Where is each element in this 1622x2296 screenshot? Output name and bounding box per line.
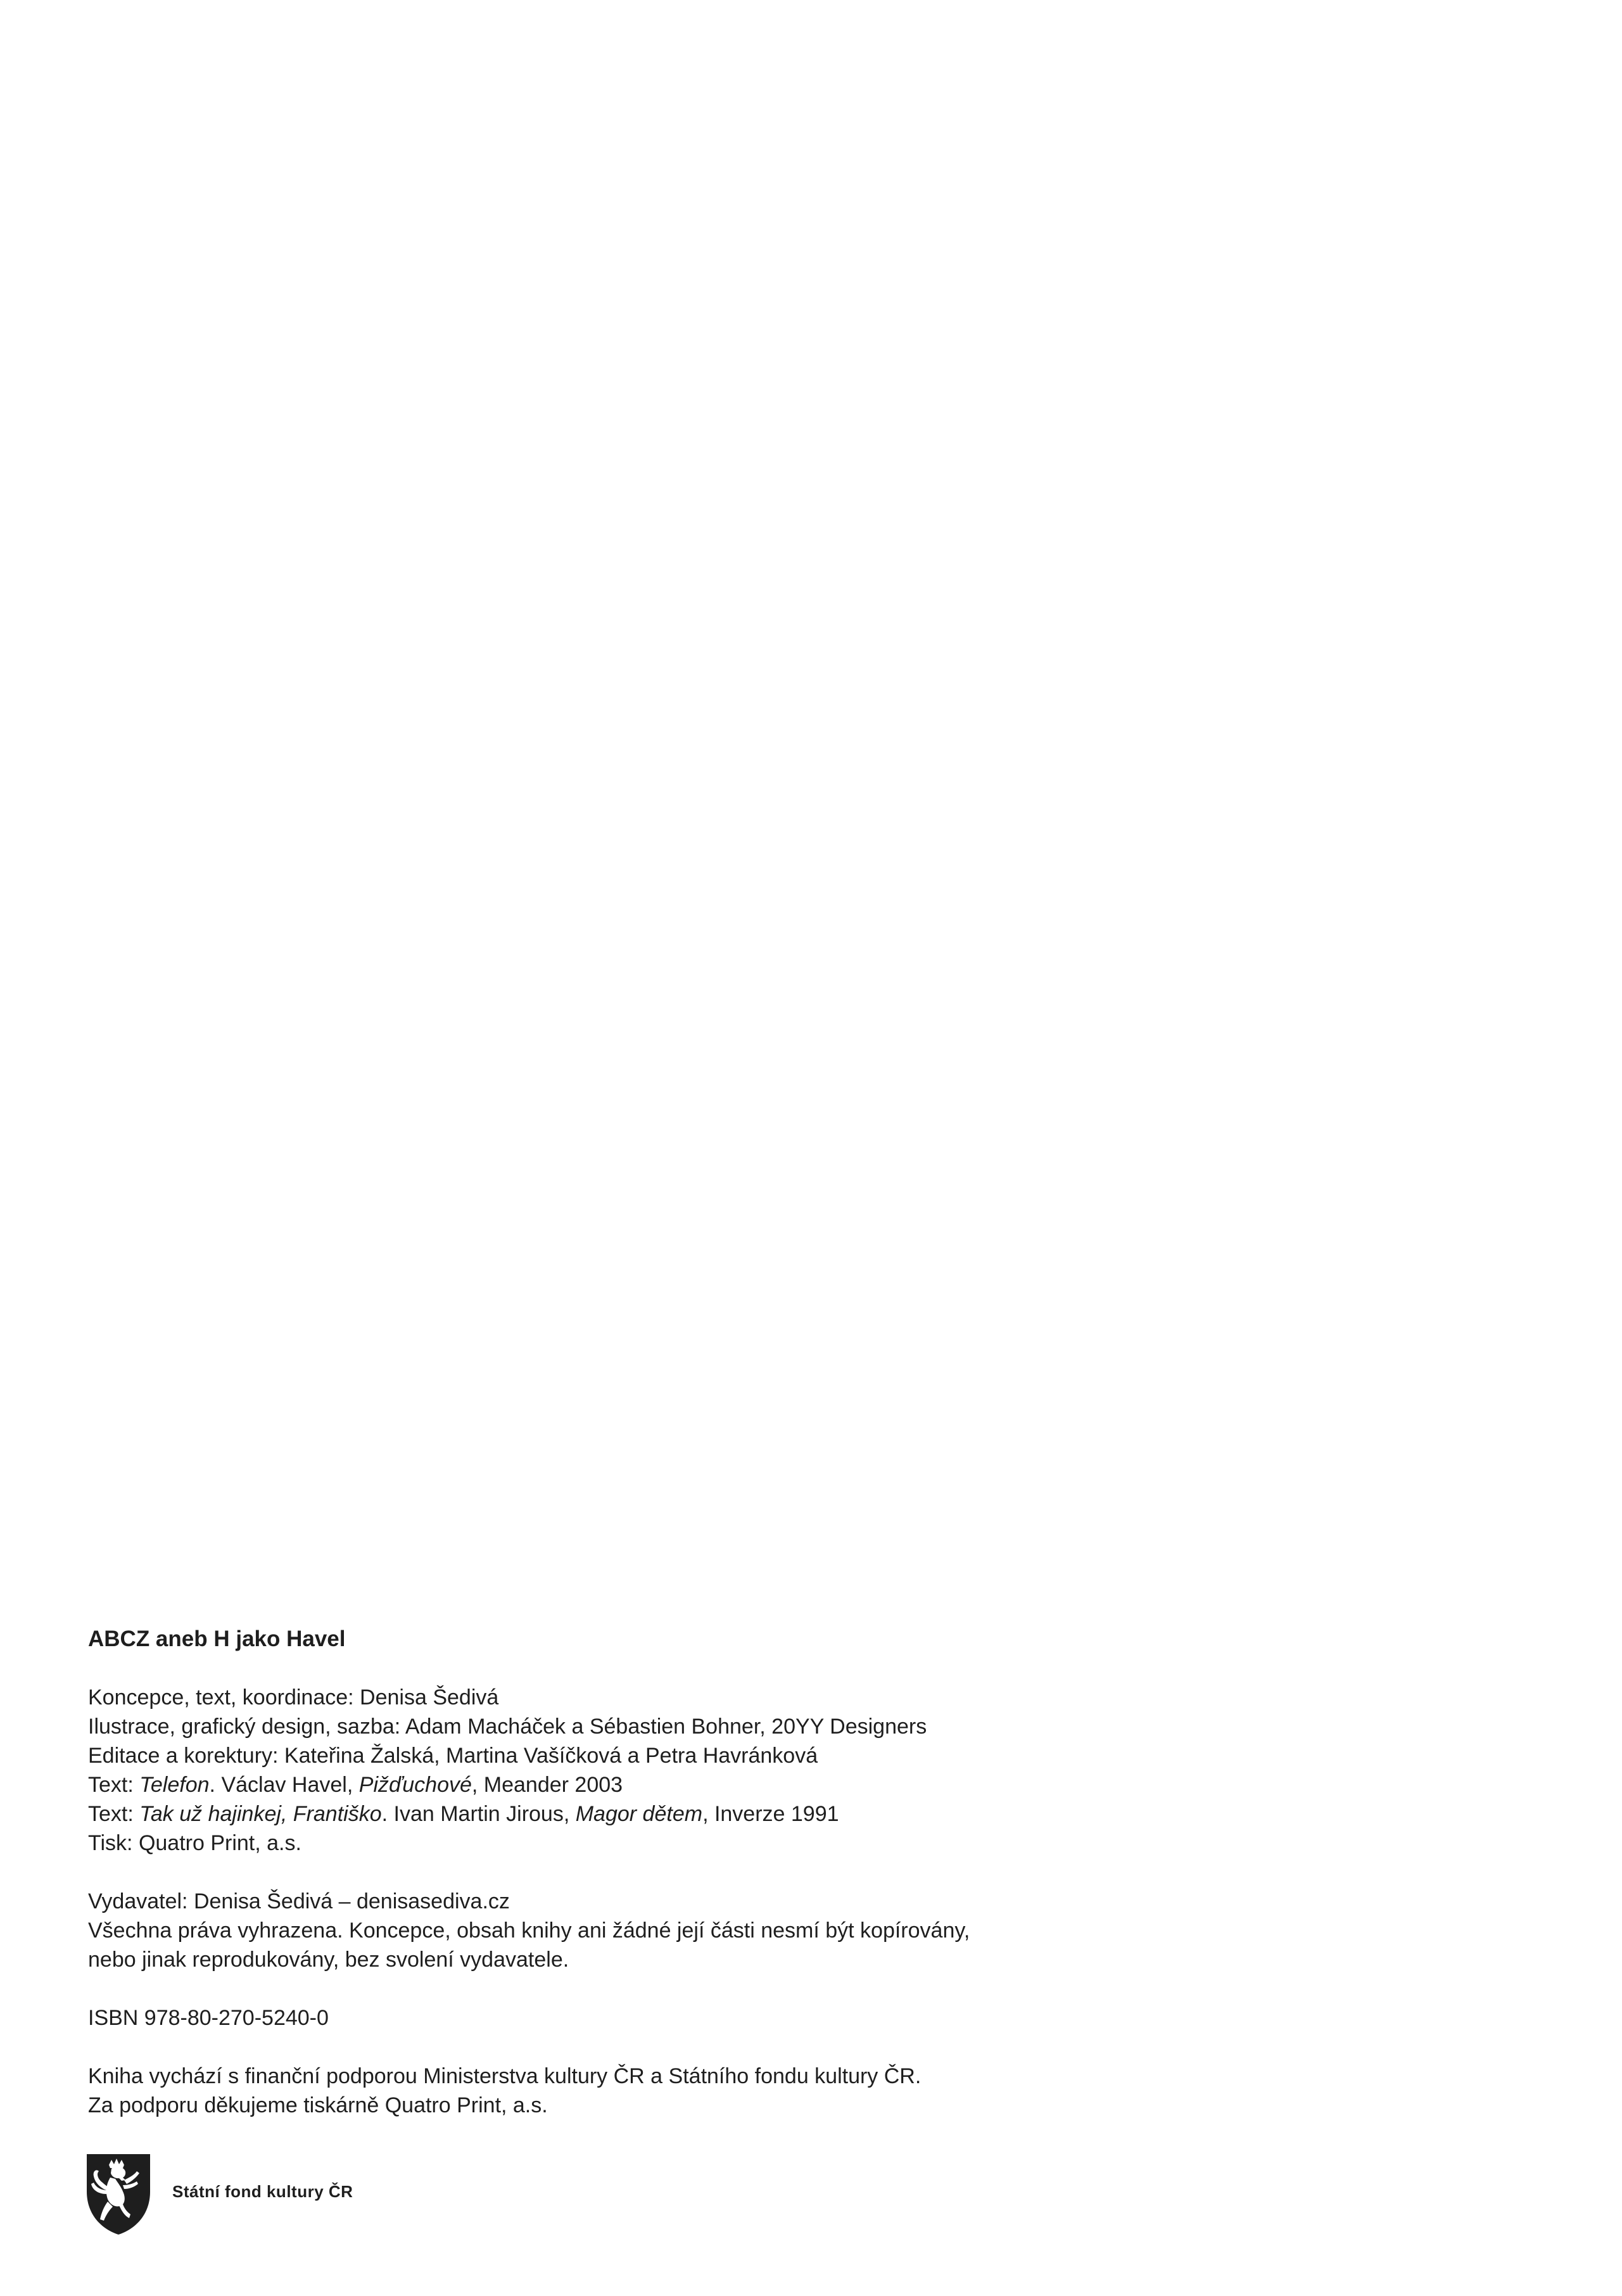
credit-label: Tisk: (88, 1831, 139, 1855)
czech-lion-shield-icon (85, 2152, 152, 2236)
credit-label: Text: (88, 1802, 140, 1826)
isbn-block (88, 2003, 1165, 2033)
credit-value: Adam Macháček a Sébastien Bohner, 20YY Designers (405, 1715, 927, 1739)
work-title: Telefon (139, 1773, 210, 1797)
credit-publisher: , Inverze 1991 (702, 1802, 839, 1826)
credit-value: Denisa Šedivá (360, 1685, 499, 1709)
rights-line-cont: nebo jinak reprodukovány, bez svolení vydavatele. (88, 1948, 569, 1972)
credit-text-jirous (88, 1799, 1165, 1829)
credit-publisher: , Meander 2003 (471, 1773, 623, 1797)
rights-line: Všechna práva vyhrazena. Koncepce, obsah knihy ani žádné její části nesmí být kopírovány, (88, 1919, 970, 1943)
publisher-block (88, 1887, 1165, 1974)
credit-value: Quatro Print, a.s. (138, 1831, 301, 1855)
credit-value: Kateřina Žalská, Martina Vašíčková a Petra Havránková (284, 1744, 818, 1768)
credit-label: Text: (88, 1773, 140, 1797)
sponsor-name: Státní fond kultury ČR (172, 2181, 353, 2201)
credit-author: . Václav Havel, (209, 1773, 359, 1797)
support-block (88, 2062, 1165, 2120)
credits-block (88, 1683, 1165, 1858)
credit-print (88, 1829, 1165, 1858)
credit-label: Koncepce, text, koordinace: (88, 1685, 360, 1709)
work-title: Tak už hajinkej, Františko (139, 1802, 382, 1826)
credit-concept (88, 1683, 1165, 1712)
isbn: ISBN 978-80-270-5240-0 (88, 2006, 329, 2030)
book-title: ABCZ aneb H jako Havel (88, 1627, 346, 1651)
credit-label: Ilustrace, grafický design, sazba: (88, 1715, 405, 1739)
book-title-ref: Magor dětem (575, 1802, 703, 1826)
book-title-ref: Pižďuchové (358, 1773, 472, 1797)
sponsor-logo (85, 2152, 353, 2236)
imprint-block (88, 1625, 1165, 2149)
credit-illustration (88, 1712, 1165, 1741)
thanks-line: Za podporu děkujeme tiskárně Quatro Print, a.s. (88, 2093, 548, 2117)
credit-label: Editace a korektury: (88, 1744, 284, 1768)
credit-author: . Ivan Martin Jirous, (381, 1802, 576, 1826)
credit-editing (88, 1741, 1165, 1770)
support-line: Kniha vychází s finanční podporou Ministerstva kultury ČR a Státního fondu kultury ČR. (88, 2064, 922, 2088)
publisher-line: Vydavatel: Denisa Šedivá – denisasediva.cz (88, 1889, 510, 1913)
credit-text-havel (88, 1770, 1165, 1799)
